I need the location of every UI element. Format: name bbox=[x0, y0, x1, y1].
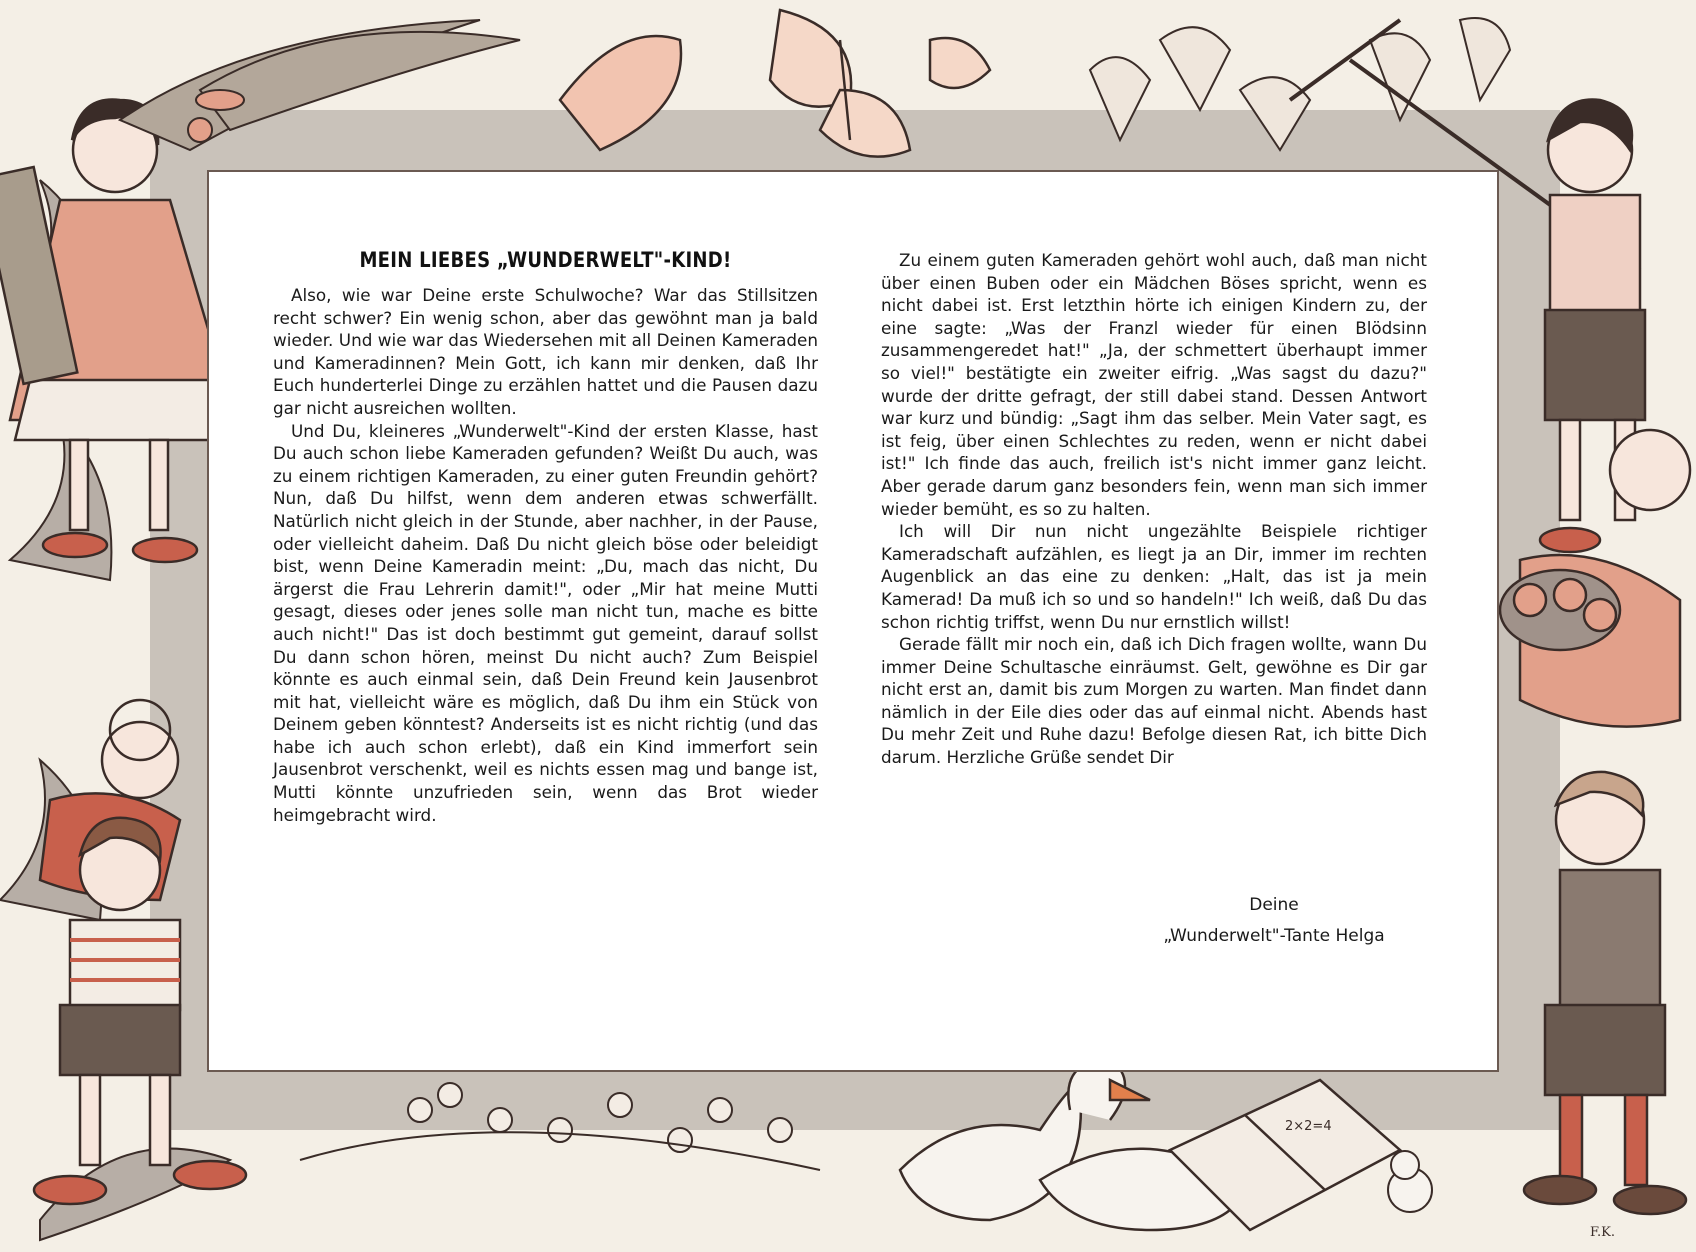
letter-panel bbox=[209, 172, 1497, 1070]
signature-line-1: Deine bbox=[1249, 895, 1299, 915]
signature-line-2: „Wunderwelt"-Tante Helga bbox=[1163, 926, 1385, 946]
signature bbox=[1109, 890, 1439, 952]
right-paragraph-1: Zu einem guten Kameraden gehört wohl auch, daß man nicht über einen Buben oder ein Mädchen Böses spricht, wenn es nicht dabei ist. Erst letzthin hörte ich einigen Kindern zu, der eine sagte: „Was der Franzl wieder für einen Blödsinn zusammengeredet hat!" „Ja, der schmettert überhaupt immer so viel!" bestätigte ein zweiter eifrig. „Was sagst du dazu?" wurde der dritte gefragt, der still dabei stand. Dessen Antwort war kurz und bündig: „Sagt ihm das selber. Mein Vater sagt, es ist feig, über einen Schlechtes zu reden, wenn er nicht dabei ist!" Ich finde das auch, freilich ist's nicht immer ganz leicht. Aber gerade darum ganz besonders fein, wenn man sich immer wieder bemüht, es so zu halten. bbox=[881, 250, 1427, 519]
right-paragraph-3: Gerade fällt mir noch ein, daß ich Dich fragen wollte, wann Du immer Deine Schultasche einräumst. Gelt, gewöhne es Dir gar nicht erst an, damit bis zum Morgen zu warten. Man findet dann nämlich in der Eile dies oder das auf einmal nicht. Abends hast Du mehr Zeit und Ruhe dazu! Befolge diesen Rat, ich bitte Dich darum. Herzliche Grüße sendet Dir bbox=[881, 634, 1427, 768]
left-paragraph-2: Und Du, kleineres „Wunderwelt"-Kind der ersten Klasse, hast Du auch schon liebe Kameraden gefunden? Weißt Du auch, was zu einem richtigen Kameraden, zu einer guten Freundin gehört? Nun, daß Du hilfst, wenn dem anderen etwas schwerfällt. Natürlich nicht gleich in der Stunde, aber nachher, in der Pause, oder vielleicht daheim. Daß Du nicht gleich böse oder beleidigt bist, wenn Deine Kameradin meint: „Du, mach das nicht, Du ärgerst die Frau Lehrerin damit!", oder „Mir hat meine Mutti gesagt, dieses oder jenes solle man nicht tun, mache es bitte auch nicht!" Das ist doch bestimmt gut gemeint, darauf sollst Du dann schon hören, meinst Du nicht auch? Zum Beispiel könnte es auch einmal sein, daß Dein Freund kein Jausenbrot mit hat, vielleicht wäre es möglich, daß Du ihm ein Stück von Deinem geben könntest? Anderseits ist es nicht richtig (und das habe ich auch schon erlebt), daß ein Kind immerfort sein Jausenbrot verschenkt, weil es nichts essen mag und bange ist, Mutti könnte unzufrieden sein, wenn das Brot wieder heimgebracht wird. bbox=[273, 420, 818, 825]
multiplication-note: 2×2=4 bbox=[1285, 1119, 1332, 1134]
left-paragraph-1: Also, wie war Deine erste Schulwoche? War das Stillsitzen recht schwer? Ein wenig schon, aber das gewöhnt man ja bald wieder. Und wie war das Wiedersehen mit all Deinen Kameraden und Kameradinnen? Mein Gott, ich kann mir denken, daß Ihr Euch hunderterlei Dinge zu erzählen hattet und die Pausen dazu gar nicht ausreichen wollten. bbox=[273, 285, 818, 418]
left-column bbox=[273, 248, 818, 826]
right-paragraph-2: Ich will Dir nun nicht ungezählte Beispiele richtiger Kameradschaft aufzählen, es liegt ja an Dir, immer im rechten Augenblick an das eine zu denken: „Halt, das ist ja mein Kamerad! Da muß ich so und so handeln!" Ich weiß, daß Du das schon richtig triffst, wenn Du nur ernstlich willst! bbox=[881, 521, 1427, 632]
right-column bbox=[881, 249, 1427, 769]
chick-illustration bbox=[1388, 1151, 1432, 1212]
letter-title: MEIN LIEBES „WUNDERWELT"-KIND! bbox=[359, 248, 732, 272]
artist-mark: F.K. bbox=[1590, 1225, 1615, 1240]
